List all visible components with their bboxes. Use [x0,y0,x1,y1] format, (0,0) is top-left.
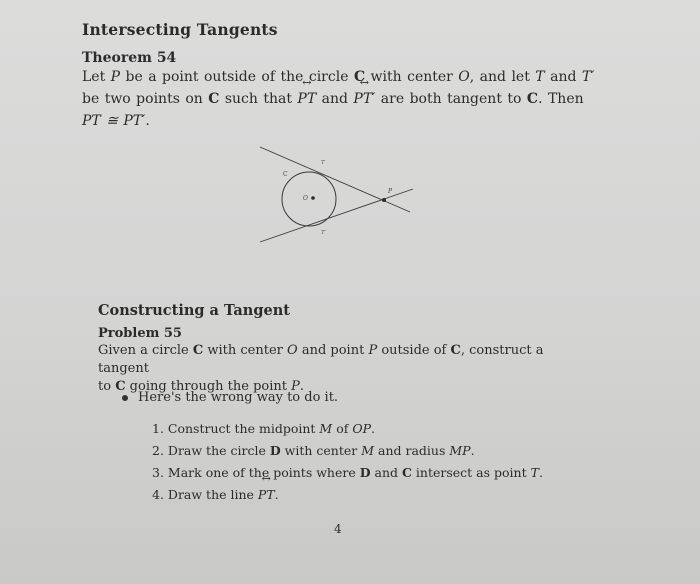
text: and [316,91,354,107]
step-number: 1. [152,421,164,436]
circle-c: C [526,91,539,107]
text: intersect as point [411,465,531,480]
var-t: T [530,465,539,480]
var-m: M [361,443,375,458]
step-item [152,484,543,506]
circle-d: D [359,465,371,480]
var-t: T [535,69,545,85]
text: Draw the line [167,487,258,502]
text: . [145,113,150,129]
text: , construct a tangent [98,343,544,376]
bullet-icon [122,395,128,401]
problem-line-1 [98,342,598,378]
var-m: M [319,421,333,436]
page-number: 4 [334,522,342,536]
text: Construct the midpoint [167,421,320,436]
ray-pt-prime: ↔ PT′ [353,88,375,110]
label-t: T [321,160,325,166]
label-p: P [388,188,393,195]
text: and [370,465,402,480]
text: Given a circle [98,343,193,358]
text: with center [365,69,459,85]
step-number: 2. [152,443,164,458]
theorem-line-1 [82,66,602,88]
circle-c: C [450,343,461,358]
step-item [152,462,543,484]
bullet-text: Here's the wrong way to do it. [138,390,339,405]
theorem-line-3 [82,110,602,132]
var-o: O [458,69,470,85]
text: outside of [377,343,451,358]
text: and point [297,343,369,358]
text: . [371,421,375,436]
segment-mp: MP [449,443,471,458]
bullet-item [122,390,338,405]
tangent-line-pt-prime [260,189,413,242]
problem-statement [98,342,598,396]
theorem-title: Theorem 54 [82,50,177,66]
congruence-statement: PT ≅ PT′ [82,113,146,129]
label-c: C [283,171,288,178]
circle-c-shape [282,172,336,226]
text: Draw the circle [167,443,270,458]
text: going through the point [125,379,292,394]
text: to [98,379,116,394]
construct-title: Constructing a Tangent [98,302,290,319]
var-p: P [368,343,378,358]
text: , and let [469,69,536,85]
theorem-line-2 [82,88,602,110]
var-p: P [291,379,300,394]
circle-c: C [353,69,366,85]
step-number: 3. [152,465,164,480]
text: Let [82,69,111,85]
text: . [470,443,475,458]
text: . [299,379,304,394]
text: with center [203,343,288,358]
circle-c: C [208,91,220,107]
label-o: O [303,195,308,202]
text: and [544,69,582,85]
text: be a point outside of the circle [120,69,354,85]
theorem-statement [82,66,602,132]
var-t-prime: T′ [581,69,595,85]
text: . [274,487,279,502]
center-o-dot [311,196,315,200]
segment-op: OP [352,421,371,436]
step-number: 4. [152,487,164,502]
text: . Then [538,91,584,107]
ray-pt: ↔ PT [258,484,275,506]
problem-title: Problem 55 [98,326,182,341]
text: such that [219,91,298,107]
var-p: P [110,69,121,85]
ray-pt: ↔ PT [297,88,316,110]
text: of [332,421,353,436]
circle-c: C [115,379,126,394]
text: and radius [374,443,450,458]
step-item [152,418,543,440]
text: be two points on [82,91,209,107]
text: are both tangent to [375,91,527,107]
point-p-dot [382,198,386,202]
text: with center [280,443,362,458]
text: . [538,465,543,480]
steps-list [152,418,543,506]
label-t-prime: T′ [321,230,326,236]
step-item [152,440,543,462]
circle-c: C [192,343,204,358]
section-title: Intersecting Tangents [82,20,278,39]
text: Mark one of the points where [167,465,360,480]
tangent-diagram [255,142,425,252]
var-o: O [287,343,298,358]
circle-c: C [402,465,412,480]
circle-d: D [269,443,281,458]
